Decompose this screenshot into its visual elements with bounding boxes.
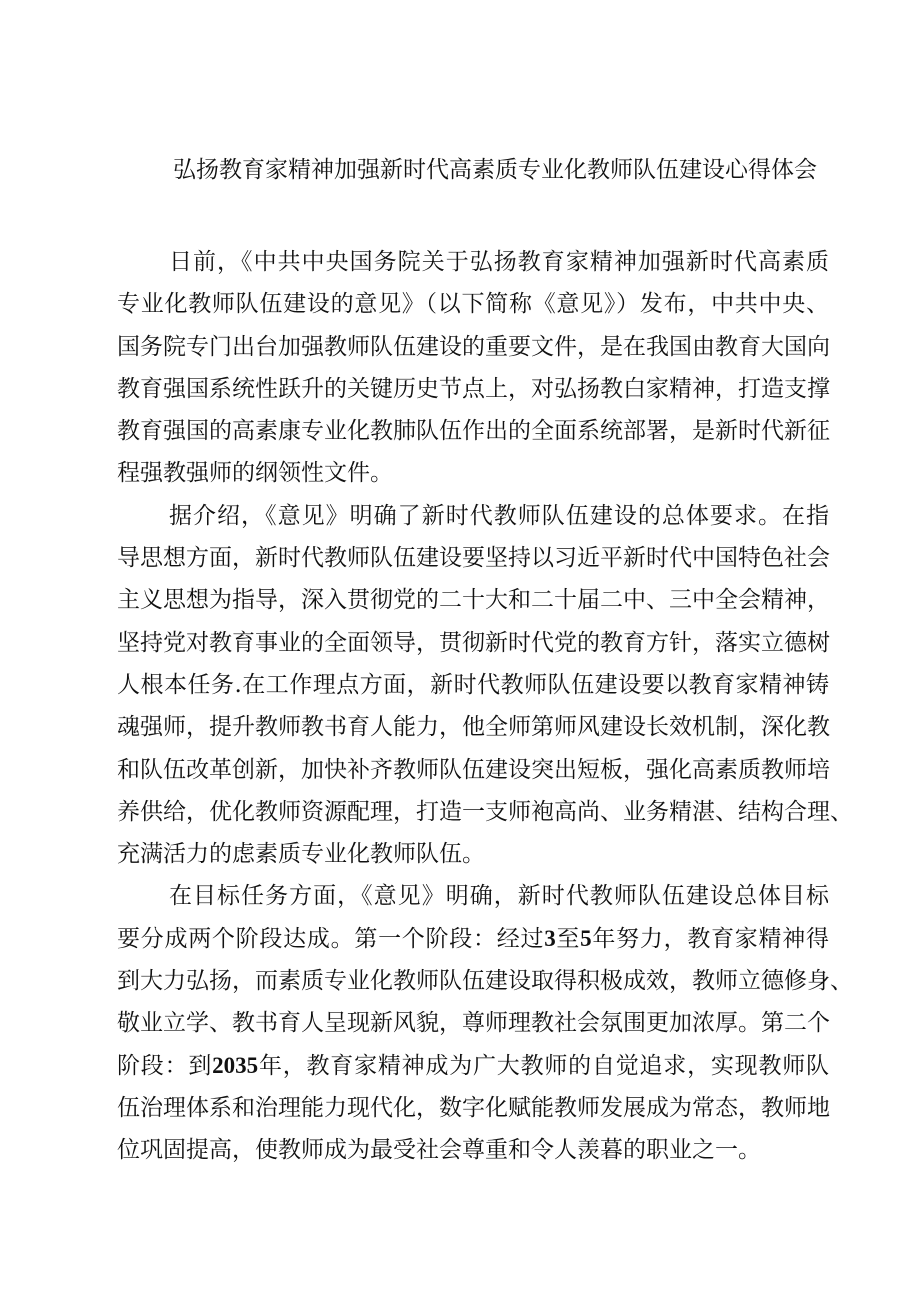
- text-line: 导思想方面，新时代教师队伍建设要坚持以习近平新时代中国特色社会: [117, 545, 830, 572]
- number-text: 2035: [212, 1052, 259, 1078]
- text-line: 位巩固提高，使教师成为最受社会尊重和令人羡暮的职业之一。: [117, 1137, 761, 1164]
- text-line: 据介绍，《意见》明确了新时代教师队伍建设的总体要求。在指: [169, 502, 829, 529]
- text-line: 坚持党对教育事业的全面领导，贯彻新时代党的教育方针，落实立德树: [117, 629, 830, 656]
- number-text: 5: [580, 925, 592, 951]
- number-text: 3: [544, 925, 556, 951]
- text-line: 到大力弘扬，而素质专业化教师队伍建设取得积极成效，教师立德修身、: [117, 968, 853, 995]
- text-line: 魂强师，提升教师教书育人能力，他全师第师风建设长效机制，深化教: [117, 714, 830, 741]
- text-line: 人根本任务.在工作理点方面，新时代教师队伍建设要以教育家精神铸: [117, 671, 829, 698]
- text-line: 教育强国的高素康专业化教肺队伍作出的全面系统部署，是新时代新征: [117, 418, 830, 445]
- text-line: 主义思想为指导，深入贯彻党的二十大和二十届二中、三中全会精神，: [117, 587, 830, 614]
- text-line: 和队伍改革创新，加快补齐教师队伍建设突出短板，强化高素质教师培: [117, 756, 830, 783]
- paragraph-2: [117, 495, 853, 876]
- text-line: 敬业立学、教书育人呈现新风貌，尊师理教社会氛围更加浓厚。第二个: [117, 1010, 830, 1037]
- text-line: 专业化教师队伍建设的意见》（以下简称《意见》）发布，中共中央、: [117, 291, 829, 318]
- document-body: [117, 241, 853, 1172]
- text-line: 阶段：到2035年，教育家精神成为广大教师的自觉追求，实现教师队: [117, 1052, 830, 1079]
- paragraph-3: [117, 875, 853, 1171]
- text-line: 充满活力的虑素质专业化教师队伍。: [117, 841, 485, 868]
- text-line: 要分成两个阶段达成。第一个阶段：经过3至5年努力，教育家精神得: [117, 925, 830, 952]
- paragraph-1: [117, 241, 829, 495]
- document-title: 弘扬教育家精神加强新时代高素质专业化教师队伍建设心得体会: [173, 157, 817, 183]
- text-line: 伍治理体系和治理能力现代化，数字化赋能教师发展成为常态，教师地: [117, 1094, 830, 1121]
- text-line: 国务院专门出台加强教师队伍建设的重要文件，是在我国由教育大国向: [117, 333, 830, 360]
- text-line: 在目标任务方面，《意见》明确，新时代教师队伍建设总体目标: [169, 883, 829, 910]
- text-line: 程强教强师的纲领性文件。: [117, 460, 393, 487]
- text-line: 教育强国系统性跃升的关键历史节点上，对弘扬教白家精神，打造支撑: [117, 375, 830, 402]
- text-line: 养供给，优化教师资源配理，打造一支师袍高尚、业务精湛、结构合理、: [117, 798, 853, 825]
- text-line: 日前，《中共中央国务院关于弘扬教育家精神加强新时代高素质: [169, 249, 829, 275]
